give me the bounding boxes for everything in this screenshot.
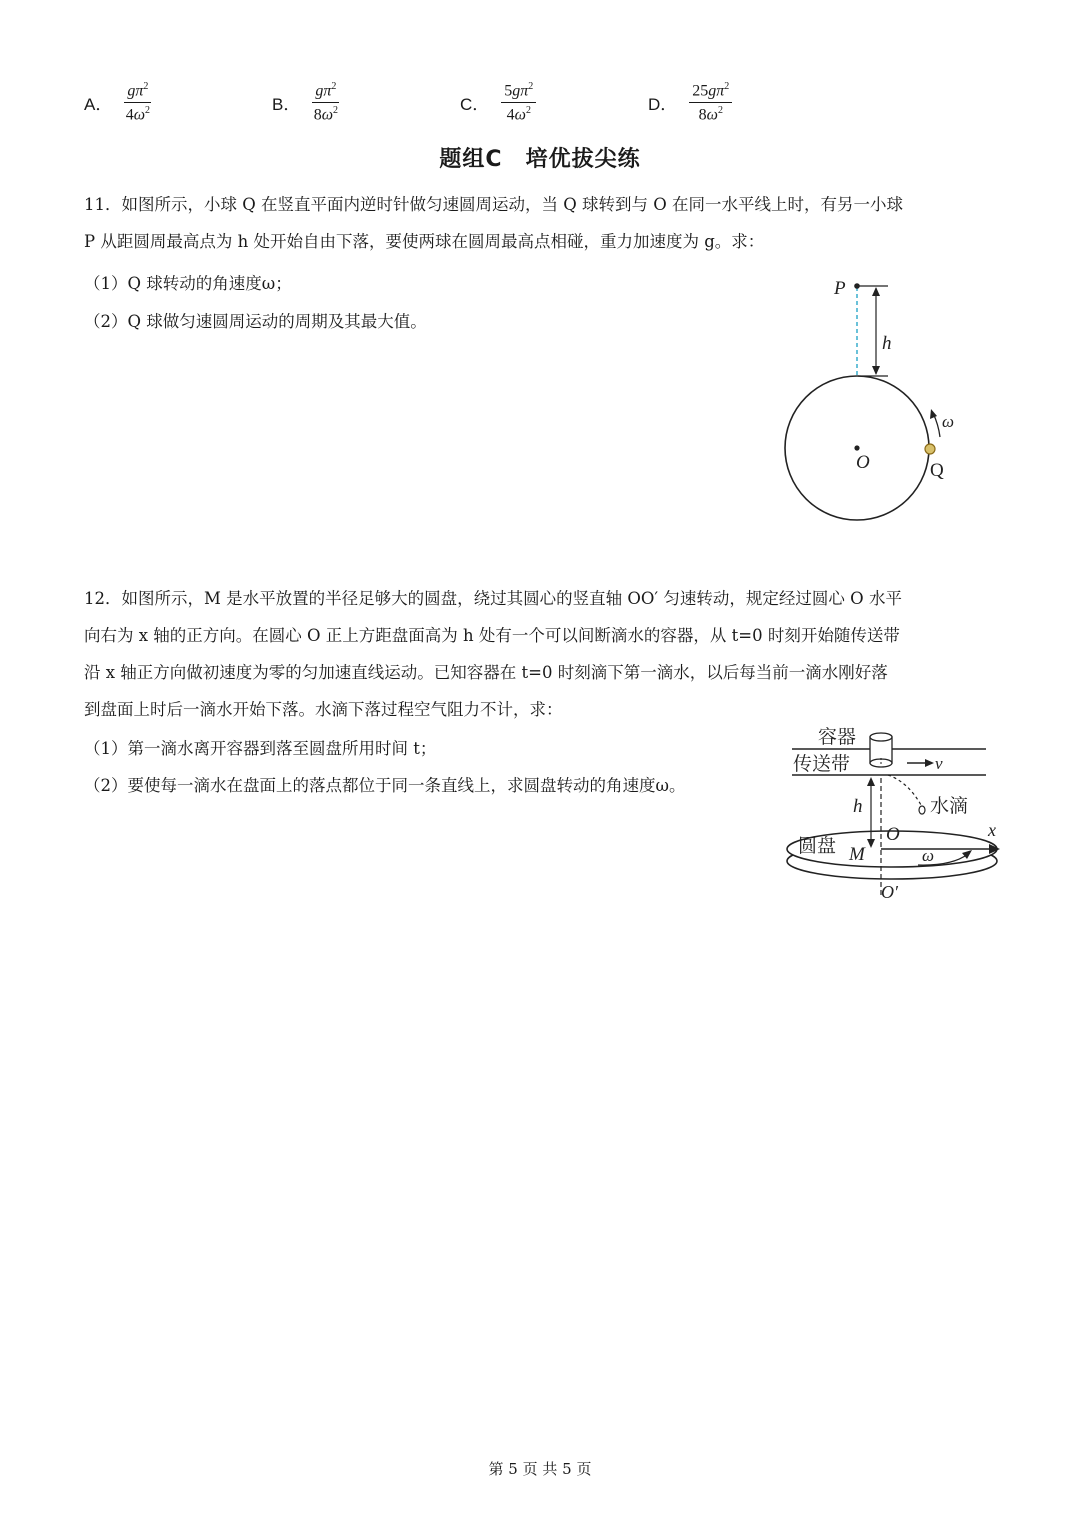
q11-line-1: 11．如图所示，小球 Q 在竖直平面内逆时针做匀速圆周运动，当 Q 球转到与 O 在同一水平线上时，有另一小球 bbox=[84, 195, 904, 214]
option-b-fraction: $\frac{g\pi^2}{8\omega^2}$ bbox=[313, 81, 338, 124]
h-arrow-up bbox=[872, 287, 880, 296]
label-h: h bbox=[882, 333, 892, 354]
option-c bbox=[460, 82, 536, 124]
label-v: v bbox=[935, 754, 943, 773]
label-drop: 水滴 bbox=[930, 795, 969, 817]
q11-sub-1: （1）Q 球转动的角速度ω； bbox=[84, 274, 292, 293]
q11-figure bbox=[770, 270, 990, 535]
q12-line-4: 到盘面上时后一滴水开始下落。水滴下落过程空气阻力不计，求： bbox=[84, 700, 563, 719]
label-x: x bbox=[988, 820, 996, 840]
omega-arrow-icon bbox=[930, 409, 937, 419]
center-o bbox=[854, 445, 859, 450]
label-disk: 圆盘 bbox=[798, 835, 837, 857]
drop-trajectory bbox=[888, 775, 921, 805]
q12-line-3: 沿 x 轴正方向做初速度为零的匀加速直线运动。已知容器在 t=0 时刻滴下第一滴水，以后每当前一滴水刚好落 bbox=[84, 663, 888, 682]
q12-sub-1: （1）第一滴水离开容器到落至圆盘所用时间 t； bbox=[84, 739, 437, 758]
label-o: O bbox=[886, 824, 900, 845]
option-d bbox=[648, 82, 732, 124]
q12-figure bbox=[780, 720, 1010, 905]
option-a-fraction: $\frac{g\pi^2}{4\omega^2}$ bbox=[125, 81, 150, 124]
container-top bbox=[870, 733, 892, 741]
option-c-letter: C． bbox=[460, 95, 490, 115]
q12-line-2: 向右为 x 轴的正方向。在圆心 O 正上方距盘面高为 h 处有一个可以间断滴水的容器，从 t=0 时刻开始随传送带 bbox=[84, 626, 900, 645]
label-m: M bbox=[849, 844, 865, 865]
v-arrow-head bbox=[925, 759, 934, 767]
label-container: 容器 bbox=[818, 726, 857, 748]
option-c-fraction: $\frac{5g\pi^2}{4\omega^2}$ bbox=[501, 82, 536, 124]
label-omega: ω bbox=[942, 412, 955, 431]
label-o: O bbox=[856, 452, 870, 473]
q11-sub-2: （2）Q 球做匀速圆周运动的周期及其最大值。 bbox=[84, 312, 427, 331]
h-arrow-down bbox=[872, 366, 880, 375]
label-o-prime: O′ bbox=[881, 882, 898, 902]
label-q: Q bbox=[930, 460, 944, 481]
ball-q bbox=[925, 444, 935, 454]
q11-line-2: P 从距圆周最高点为 h 处开始自由下落，要使两球在圆周最高点相碰，重力加速度为 g。求： bbox=[84, 232, 765, 251]
page-footer: 第 5 页 共 5 页 bbox=[488, 1460, 592, 1478]
option-d-letter: D． bbox=[648, 95, 678, 115]
label-p: P bbox=[834, 278, 846, 299]
section-title: 题组C 培优拔尖练 bbox=[439, 147, 641, 172]
q12-line-1: 12．如图所示，M 是水平放置的半径足够大的圆盘，绕过其圆心的竖直轴 OO′ 匀速转动，规定经过圆心 O 水平 bbox=[84, 589, 902, 608]
option-a-letter: A． bbox=[84, 95, 113, 115]
option-b bbox=[272, 82, 339, 124]
water-drop-icon bbox=[919, 806, 925, 814]
option-a bbox=[84, 82, 151, 124]
label-h: h bbox=[853, 796, 863, 817]
q12-sub-2: （2）要使每一滴水在盘面上的落点都位于同一条直线上，求圆盘转动的角速度ω。 bbox=[84, 776, 686, 795]
h-arrow-up bbox=[867, 777, 875, 786]
label-belt: 传送带 bbox=[793, 753, 851, 775]
option-d-fraction: $\frac{25g\pi^2}{8\omega^2}$ bbox=[689, 82, 732, 124]
option-b-letter: B． bbox=[272, 95, 301, 115]
label-omega: ω bbox=[922, 846, 935, 865]
